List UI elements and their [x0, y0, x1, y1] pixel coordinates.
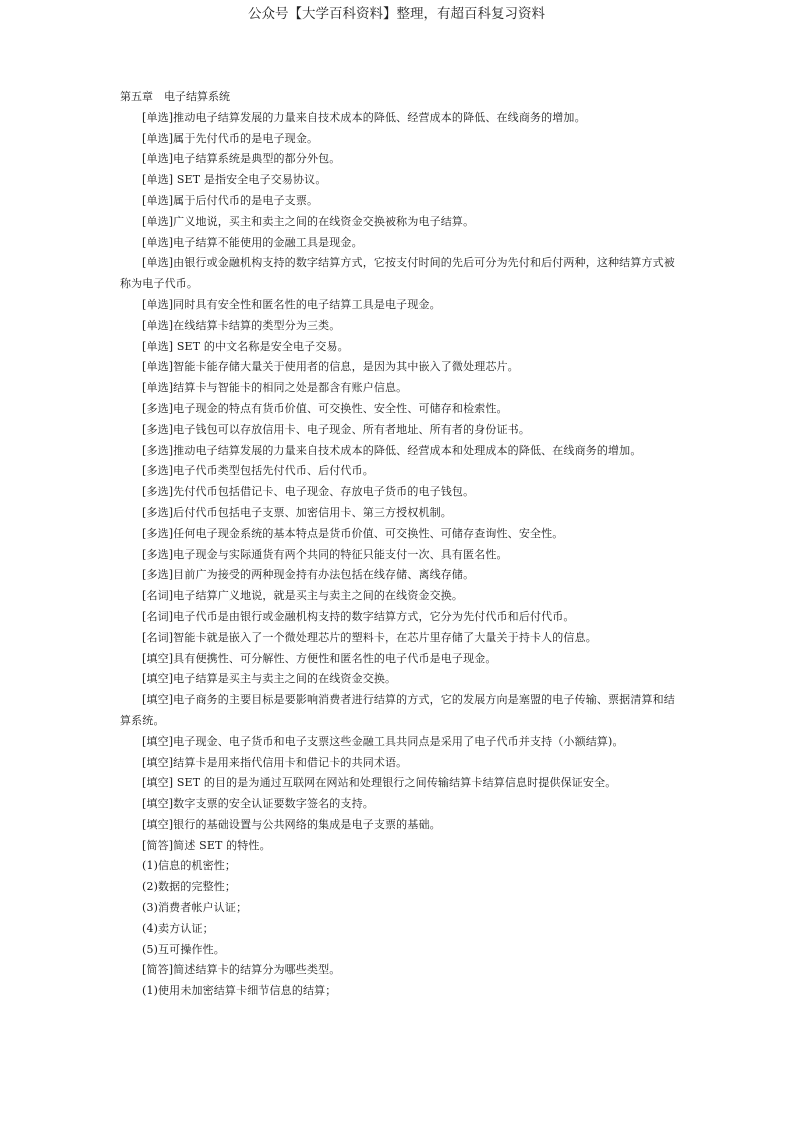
list-item: [单选]电子结算系统是典型的都分外包。	[142, 152, 341, 166]
list-item: [填空]银行的基础设置与公共网络的集成是电子支票的基础。	[142, 817, 441, 831]
page-header: 公众号【大学百科资料】整理，有超百科复习资料	[248, 6, 545, 22]
list-item: [单选]电子结算不能使用的金融工具是现金。	[142, 235, 363, 249]
list-item: [单选]属于先付代币的是电子现金。	[142, 131, 319, 145]
list-item: [单选]智能卡能存储大量关于使用者的信息，是因为其中嵌入了微处理芯片。	[142, 360, 519, 374]
list-item: [单选]推动电子结算发展的力量来自技术成本的降低、经营成本的降低、在线商务的增加。	[142, 110, 586, 124]
document-body	[120, 87, 680, 1002]
list-item: [单选] SET 是指安全电子交易协议。	[142, 173, 327, 187]
list-item: [多选]目前广为接受的两种现金持有办法包括在线存储、离线存储。	[142, 568, 475, 582]
list-item: [单选]结算卡与智能卡的相同之处是都含有账户信息。	[142, 381, 408, 395]
list-item: (4)卖方认证；	[142, 921, 214, 935]
list-item: [单选] SET 的中文名称是安全电子交易。	[142, 339, 349, 353]
list-item: [简答]简述 SET 的特性。	[142, 838, 271, 852]
list-item: (1)使用未加密结算卡细节信息的结算；	[142, 984, 337, 998]
list-item: [多选]任何电子现金系统的基本特点是货币价值、可交换性、可储存查询性、安全性。	[142, 526, 564, 540]
list-item: [多选]电子现金与实际通货有两个共同的特征只能支付一次、具有匿名性。	[142, 547, 508, 561]
question-list	[120, 108, 680, 1002]
list-item: [多选]电子钱包可以存放信用卡、电子现金、所有者地址、所有者的身份证书。	[142, 422, 530, 436]
list-item: [单选]广义地说，买主和卖主之间的在线资金交换被称为电子结算。	[142, 214, 475, 228]
list-item: [填空]结算卡是用来指代信用卡和借记卡的共同术语。	[142, 755, 408, 769]
list-item: [填空] SET 的目的是为通过互联网在网站和处理银行之间传输结算卡结算信息时提供保证安全。	[142, 776, 617, 790]
chapter-title: 第五章 电子结算系统	[120, 90, 230, 103]
list-item: (5)互可操作性。	[142, 942, 225, 956]
list-item: [填空]电子结算是买主与卖主之间的在线资金交换。	[142, 672, 397, 686]
list-item: (2)数据的完整性；	[142, 880, 237, 894]
list-item: [名词]电子代币是由银行或金融机构支持的数字结算方式，它分为先付代币和后付代币。	[142, 609, 575, 623]
list-item: [多选]电子代币类型包括先付代币、后付代币。	[142, 464, 374, 478]
list-item: [多选]电子现金的特点有货币价值、可交换性、安全性、可储存和检索性。	[142, 401, 508, 415]
list-item: [多选]先付代币包括借记卡、电子现金、存放电子货币的电子钱包。	[142, 485, 475, 499]
list-item: (1)信息的机密性；	[142, 859, 237, 873]
list-item: [多选]推动电子结算发展的力量来自技术成本的降低、经营成本和处理成本的降低、在线商务的增加。	[142, 443, 642, 457]
list-item: (3)消费者帐户认证；	[142, 901, 248, 915]
list-item: [单选]同时具有安全性和匿名性的电子结算工具是电子现金。	[142, 297, 441, 311]
list-item: [单选]在线结算卡结算的类型分为三类。	[142, 318, 341, 332]
list-item: [填空]电子现金、电子货币和电子支票这些金融工具共同点是采用了电子代币并支持（小额结算)。	[142, 734, 624, 748]
list-item: [名词]电子结算广义地说，就是买主与卖主之间的在线资金交换。	[142, 589, 464, 603]
list-item: [单选]属于后付代币的是电子支票。	[142, 193, 319, 207]
list-item: [填空]数字支票的安全认证要数字签名的支持。	[142, 797, 374, 811]
list-item: [填空]电子商务的主要目标是要影响消费者进行结算的方式，它的发展方向是塞盟的电子传输、票据清算和结算系统。	[120, 693, 675, 727]
list-item: [单选]由银行或金融机构支持的数字结算方式，它按支付时间的先后可分为先付和后付两种，这种结算方式被称为电子代币。	[120, 256, 675, 291]
list-item: [多选]后付代币包括电子支票、加密信用卡、第三方授权机制。	[142, 505, 452, 519]
list-item: [简答]简述结算卡的结算分为哪些类型。	[142, 963, 341, 977]
list-item: [名词]智能卡就是嵌入了一个微处理芯片的塑料卡，在芯片里存储了大量关于持卡人的信息。	[142, 630, 597, 644]
list-item: [填空]具有便携性、可分解性、方便性和匿名性的电子代币是电子现金。	[142, 651, 497, 665]
